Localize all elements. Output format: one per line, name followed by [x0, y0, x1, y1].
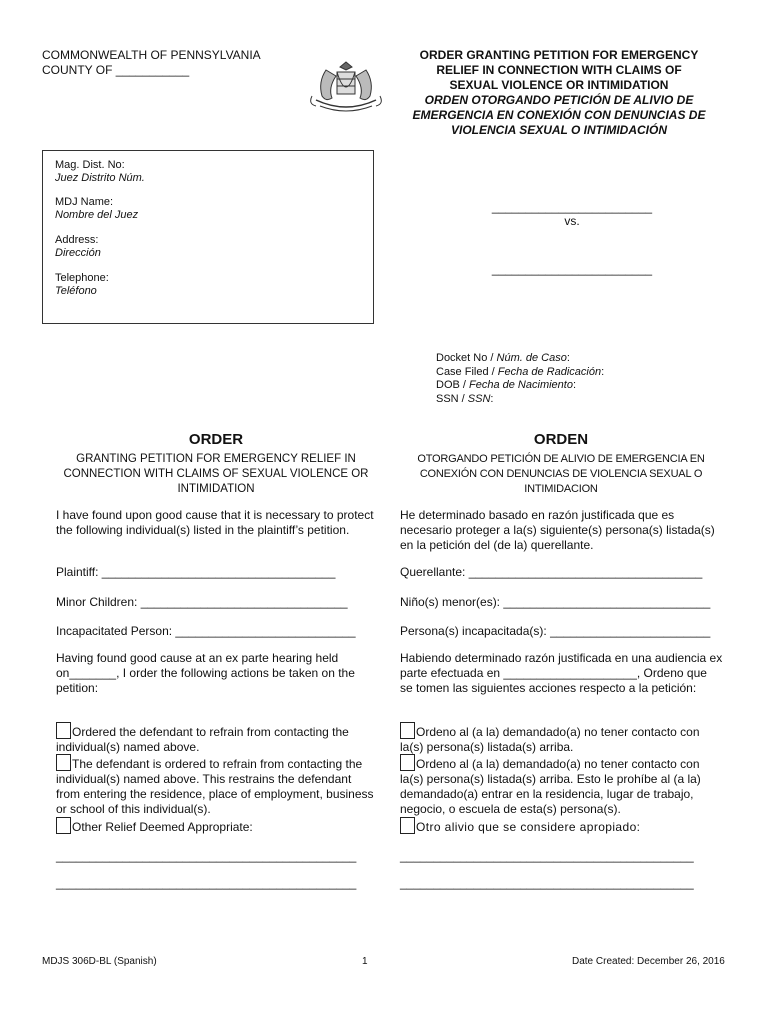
- incapacitated-field-es[interactable]: Persona(s) incapacitada(s): ________________________: [400, 624, 711, 638]
- finding-es-line-1: He determinado basado en razón justificada que es: [400, 508, 675, 522]
- docket-field[interactable]: [436, 352, 604, 366]
- address-label: Address:: [55, 234, 99, 246]
- option-1-en-line-1: Ordered the defendant to refrain from contacting the: [72, 725, 349, 739]
- option-2-es-line-3: demandado(a) entrar en la residencia, lugar de trabajo,: [400, 787, 694, 801]
- party-top-blank[interactable]: ________________________: [491, 200, 653, 214]
- finding-es: [400, 508, 715, 553]
- address-field[interactable]: [55, 234, 101, 260]
- restrain-checkbox-en[interactable]: [56, 754, 71, 771]
- dob-label: DOB /: [436, 379, 470, 391]
- other-relief-blank-2-en[interactable]: _____________________________________________: [56, 876, 357, 890]
- subheading-es-line-1: OTORGANDO PETICIÓN DE ALIVIO DE EMERGENCIA EN: [417, 453, 705, 465]
- dob-label-es: Fecha de Nacimiento: [469, 379, 573, 391]
- commonwealth-label: COMMONWEALTH OF PENNSYLVANIA: [42, 48, 261, 62]
- case-filed-label: Case Filed /: [436, 365, 498, 378]
- subheading-es-line-2: CONEXIÓN CON DENUNCIAS DE VIOLENCIA SEXUAL O: [419, 468, 703, 480]
- option-3-en-label: Other Relief Deemed Appropriate:: [72, 820, 253, 834]
- finding-es-line-2: necesario proteger a la(s) siguiente(s) persona(s) listada(s): [400, 523, 715, 537]
- hearing-es-line-2[interactable]: parte efectuada en ____________________, Ordeno que: [400, 666, 707, 680]
- option-2-en-line-2: individual(s) named above. This restrains the defendant: [56, 772, 352, 786]
- other-relief-checkbox-en[interactable]: [56, 817, 71, 834]
- hearing-en-line-1: Having found good cause at an ex parte hearing held: [56, 651, 339, 665]
- dob-field[interactable]: [436, 379, 604, 393]
- finding-en-line-2: the following individual(s) listed in the plaintiff’s petition.: [56, 523, 350, 537]
- parties: [472, 200, 672, 276]
- docket-label-es: Núm. de Caso: [496, 352, 567, 364]
- other-relief-blank-2-es[interactable]: ____________________________________________: [400, 876, 694, 890]
- title-en-line-3: SEXUAL VIOLENCE OR INTIMIDATION: [449, 78, 669, 92]
- date-created: Date Created: December 26, 2016: [572, 956, 725, 967]
- mag-dist-label-es: Juez Distrito Núm.: [55, 172, 145, 184]
- order-heading-es: ORDEN: [533, 431, 589, 448]
- jurisdiction: [42, 48, 261, 78]
- minor-children-field-es[interactable]: Niño(s) menor(es): _______________________________: [400, 595, 711, 609]
- docket-colon: :: [566, 352, 570, 364]
- restrain-checkbox-es[interactable]: [400, 754, 415, 771]
- option-1-es-line-2: la(s) persona(s) listada(s) arriba.: [400, 740, 574, 754]
- form-id: MDJS 306D-BL (Spanish): [42, 956, 157, 967]
- option-3-es-label: Otro alivio que se considere apropiado:: [416, 820, 641, 834]
- subheading-en-line-1: GRANTING PETITION FOR EMERGENCY RELIEF IN: [76, 453, 356, 465]
- hearing-es-line-3: se tomen las siguientes acciones respecto a la petición:: [400, 681, 697, 695]
- hearing-es-line-1: Habiendo determinado razón justificada en una audiencia ex: [400, 651, 723, 665]
- hearing-en: [56, 651, 355, 696]
- other-relief-blank-1-en[interactable]: _____________________________________________: [56, 849, 357, 863]
- subheading-es-line-3: INTIMIDACION: [524, 483, 598, 495]
- order-heading-en: ORDER: [188, 431, 244, 448]
- finding-es-line-3: en la petición del (de la) querellante.: [400, 538, 594, 552]
- finding-en: [56, 508, 374, 538]
- hearing-es: [400, 651, 722, 696]
- option-1-es: [400, 722, 700, 755]
- county-label: COUNTY OF ___________: [42, 63, 190, 77]
- case-info: [436, 352, 604, 406]
- telephone-label-es: Teléfono: [55, 285, 97, 297]
- other-relief-checkbox-es[interactable]: [400, 817, 415, 834]
- no-contact-checkbox-es[interactable]: [400, 722, 415, 739]
- case-filed-field[interactable]: [436, 366, 604, 380]
- versus-label: vs.: [564, 214, 580, 228]
- option-2-es-line-1: Ordeno al (a la) demandado(a) no tener contacto con: [416, 757, 700, 771]
- option-2-es-line-4: negocio, o escuela de esta(s) persona(s).: [400, 802, 621, 816]
- option-2-en-line-1: The defendant is ordered to refrain from contacting the: [72, 757, 363, 771]
- ssn-field[interactable]: [436, 393, 604, 407]
- mdj-name-label-es: Nombre del Juez: [55, 209, 139, 221]
- option-1-en: [56, 722, 349, 755]
- dob-colon: :: [572, 379, 577, 391]
- option-2-en: [56, 754, 374, 817]
- option-1-en-line-2: individual(s) named above.: [56, 740, 200, 754]
- option-3-es: [400, 817, 640, 835]
- order-title: [396, 48, 722, 138]
- plaintiff-field-es[interactable]: Querellante: ___________________________________: [400, 565, 703, 579]
- title-en-line-2: RELIEF IN CONNECTION WITH CLAIMS OF: [436, 63, 682, 77]
- option-2-es-line-2: la(s) persona(s) listada(s) arriba. Esto le prohíbe al (a la): [400, 772, 701, 786]
- case-filed-label-es: Fecha de Radicación: [497, 365, 602, 378]
- hearing-en-line-3: petition:: [56, 681, 99, 695]
- minor-children-field-en[interactable]: Minor Children: _______________________________: [56, 595, 348, 609]
- other-relief-blank-1-es[interactable]: ____________________________________________: [400, 849, 694, 863]
- telephone-field[interactable]: [55, 272, 109, 298]
- court-info-box: [42, 150, 374, 324]
- coat-of-arms-icon: [306, 56, 386, 118]
- order-subheading-es: [400, 452, 722, 497]
- order-subheading-en: [56, 452, 376, 497]
- ssn-label: SSN /: [436, 392, 468, 405]
- option-2-en-line-3: from entering the residence, place of employment, business: [56, 787, 374, 801]
- telephone-label: Telephone:: [55, 272, 109, 284]
- option-1-es-line-1: Ordeno al (a la) demandado(a) no tener contacto con: [416, 725, 700, 739]
- docket-label: Docket No /: [436, 352, 497, 364]
- ssn-colon: :: [490, 392, 494, 405]
- case-filed-colon: :: [601, 365, 605, 378]
- mag-dist-field[interactable]: [55, 159, 145, 185]
- option-3-en: [56, 817, 253, 835]
- page-number: 1: [362, 956, 368, 967]
- title-es-line-2: EMERGENCIA EN CONEXIÓN CON DENUNCIAS DE: [412, 108, 706, 122]
- plaintiff-field-en[interactable]: Plaintiff: ___________________________________: [56, 565, 336, 579]
- subheading-en-line-3: INTIMIDATION: [177, 483, 255, 495]
- address-label-es: Dirección: [55, 247, 101, 259]
- option-2-en-line-4: or school of this individual(s).: [56, 802, 211, 816]
- no-contact-checkbox-en[interactable]: [56, 722, 71, 739]
- title-es-line-1: ORDEN OTORGANDO PETICIÓN DE ALIVIO DE: [424, 93, 694, 107]
- mdj-name-label: MDJ Name:: [55, 196, 114, 208]
- party-bottom-blank[interactable]: ________________________: [491, 262, 653, 276]
- hearing-en-line-2[interactable]: on_______, I order the following actions be taken on the: [56, 666, 355, 680]
- ssn-label-es: SSN: [467, 392, 491, 405]
- option-2-es: [400, 754, 701, 817]
- finding-en-line-1: I have found upon good cause that it is necessary to protect: [56, 508, 374, 522]
- subheading-en-line-2: CONNECTION WITH CLAIMS OF SEXUAL VIOLENCE OR: [63, 468, 369, 480]
- incapacitated-field-en[interactable]: Incapacitated Person: ___________________________: [56, 624, 356, 638]
- title-en-line-1: ORDER GRANTING PETITION FOR EMERGENCY: [419, 48, 699, 62]
- title-es-line-3: VIOLENCIA SEXUAL O INTIMIDACIÓN: [450, 123, 667, 137]
- mag-dist-label: Mag. Dist. No:: [55, 159, 125, 171]
- mdj-name-field[interactable]: [55, 196, 138, 222]
